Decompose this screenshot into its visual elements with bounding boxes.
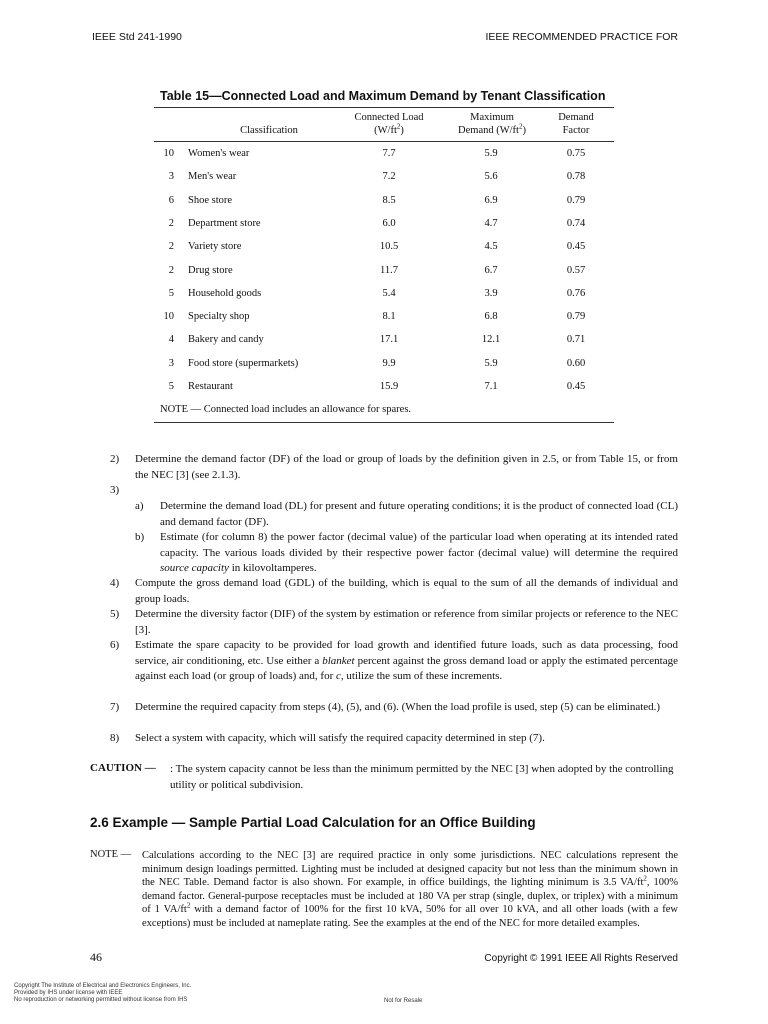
step-2-text: Determine the demand factor (DF) of the load or group of loads by the definition given in 2.5, or from Table 15, or from the NEC [3] (see 2.1.3). — [135, 453, 678, 481]
table-cell-name: Women's wear — [188, 148, 250, 159]
table-cell-connected-load: 7.2 — [382, 171, 396, 183]
step-5-number: 5) — [110, 608, 120, 620]
step-6-emphasis-c: c — [336, 670, 341, 682]
section-note-sup1: 2 — [643, 874, 647, 883]
header-classification: Classification — [240, 125, 298, 136]
table-cell-connected-load: 11.7 — [380, 264, 398, 276]
table-cell-count: 5 — [168, 287, 174, 299]
table-cell-demand-factor: 0.45 — [566, 381, 586, 392]
step-3b-number: b) — [135, 531, 145, 543]
header-maximum-demand-sup: 2 — [518, 122, 523, 131]
table-cell-connected-load: 10.5 — [379, 241, 399, 253]
license-footer — [14, 983, 191, 1004]
table-cell-connected-load: 17.1 — [379, 334, 399, 346]
copyright-notice: Copyright © 1991 IEEE All Rights Reserved — [484, 953, 678, 964]
step-8-text: Select a system with capacity, which will satisfy the required capacity determined in step (7). — [135, 732, 545, 744]
step-8-number: 8) — [110, 732, 120, 744]
step-6-text-post: , utilize the sum of these increments. — [340, 670, 503, 682]
running-header-right: IEEE RECOMMENDED PRACTICE FOR — [485, 31, 678, 43]
header-maximum-demand-line2: Demand (W/ft — [458, 125, 519, 136]
table-row — [154, 288, 614, 311]
table-cell-max-demand: 5.6 — [484, 171, 498, 183]
header-demand-factor-line1: Demand — [558, 112, 594, 123]
table-cell-name: Specialty shop — [188, 311, 250, 323]
section-note-sup2: 2 — [186, 901, 191, 910]
table-cell-connected-load: 8.5 — [382, 194, 396, 206]
step-7-text: Determine the required capacity from steps (4), (5), and (6). (When the load profile is used, step (5) can be eliminated.) — [135, 701, 661, 713]
step-3b-text-pre: Estimate (for column 8) the power factor (decimal value) of the particular load when operating at its intended rated capacity. The various loads divided by their respective power factor (decimal value) will determine the required — [160, 531, 678, 559]
header-maximum-demand — [442, 111, 542, 137]
table-cell-name: Men's wear — [188, 171, 237, 183]
table-row — [154, 311, 614, 334]
step-3-number: 3) — [110, 484, 120, 496]
table-cell-connected-load: 9.9 — [382, 357, 396, 369]
table-cell-demand-factor: 0.57 — [566, 264, 586, 276]
section-note-label: NOTE — — [90, 849, 132, 860]
table-bottom-rule — [154, 422, 614, 423]
table-cell-demand-factor: 0.45 — [566, 241, 586, 253]
step-5-text: Determine the diversity factor (DIF) of the system by estimation or reference from similar projects or reference to the NEC [3]. — [135, 608, 678, 636]
table-row — [154, 265, 614, 288]
table-cell-name: Department store — [188, 217, 261, 229]
header-demand-factor-line2: Factor — [562, 125, 590, 136]
license-line-2: Provided by IHS under license with IEEE — [14, 990, 123, 996]
table-cell-demand-factor: 0.75 — [566, 148, 586, 159]
step-6-emphasis: blanket — [322, 654, 355, 667]
step-3a-text: Determine the demand load (DL) for present and future operating conditions; it is the product of connected load (CL) and demand factor (DF). — [160, 500, 678, 528]
header-connected-load-line2: (W/ft — [374, 125, 397, 136]
step-6-text-mid: percent against the gross demand load or apply the estimated percentage against each load (or group of loads) and, for — [135, 654, 678, 682]
table-cell-demand-factor: 0.71 — [566, 334, 586, 346]
table-cell-max-demand: 12.1 — [481, 334, 501, 346]
table-cell-max-demand: 4.5 — [484, 241, 498, 253]
table-cell-count: 2 — [168, 241, 174, 253]
step-7-number: 7) — [110, 701, 120, 713]
table-row — [154, 381, 614, 404]
step-6-number: 6) — [110, 639, 120, 651]
header-connected-load-line1: Connected Load — [354, 112, 424, 123]
table-cell-count: 3 — [168, 171, 174, 183]
table-cell-max-demand: 5.9 — [484, 148, 498, 159]
table-header-rule — [154, 141, 614, 142]
table-cell-max-demand: 3.9 — [484, 287, 498, 299]
table-cell-max-demand: 5.9 — [484, 357, 498, 369]
table-cell-demand-factor: 0.79 — [566, 311, 586, 323]
section-note-part2: , 100% demand factor. General-purpose receptacles must be included at 180 VA per strap (single, duplex, or triplex) with a minimum of 1 VA/ft — [142, 877, 679, 915]
table-cell-connected-load: 15.9 — [379, 381, 399, 392]
table-row — [154, 334, 614, 357]
license-line-3: No reproduction or networking permitted without license from IHS — [14, 997, 188, 1003]
step-2-number: 2) — [110, 453, 120, 465]
table-cell-connected-load: 8.1 — [382, 311, 396, 323]
table-cell-name: Food store (supermarkets) — [188, 357, 299, 369]
table-cell-max-demand: 6.9 — [484, 194, 498, 206]
table-cell-connected-load: 5.4 — [382, 287, 396, 299]
section-note-part3: with a demand factor of 100% for the first 10 kVA, 50% for all over 10 kVA, and all other loads (with a few exceptions) must be included at nameplate rating. See the examples at the end of the NEC for more detailed examples. — [142, 904, 679, 929]
header-connected-load-sup: 2 — [396, 122, 401, 131]
table-cell-connected-load: 6.0 — [382, 217, 396, 229]
table-cell-count: 10 — [163, 148, 174, 159]
table-row — [154, 358, 614, 381]
table-cell-demand-factor: 0.60 — [566, 357, 586, 369]
section-heading: 2.6 Example — Sample Partial Load Calculation for an Office Building — [90, 815, 536, 830]
table-cell-name: Drug store — [188, 264, 233, 276]
table-row — [154, 195, 614, 218]
table-cell-count: 3 — [168, 357, 174, 369]
table-cell-name: Household goods — [188, 287, 262, 299]
table-cell-demand-factor: 0.76 — [566, 287, 586, 299]
step-3b-text-post: in kilovoltamperes. — [228, 562, 317, 574]
not-for-resale: Not for Resale — [384, 998, 423, 1004]
step-3a-number: a) — [135, 500, 144, 512]
table-cell-count: 2 — [168, 217, 174, 229]
table-row — [154, 241, 614, 264]
table-cell-max-demand: 6.7 — [484, 264, 498, 276]
table-cell-name: Shoe store — [188, 194, 233, 206]
table-row — [154, 171, 614, 194]
table-cell-demand-factor: 0.74 — [566, 217, 586, 229]
table-cell-name: Variety store — [188, 241, 242, 253]
header-demand-factor — [546, 111, 606, 137]
table-cell-count: 5 — [168, 381, 174, 392]
header-maximum-demand-line1: Maximum — [470, 112, 514, 123]
header-connected-load — [344, 111, 434, 137]
table-cell-connected-load: 7.7 — [382, 148, 396, 159]
table-cell-name: Bakery and candy — [188, 334, 264, 346]
caution-text: : The system capacity cannot be less than the minimum permitted by the NEC [3] when adopted by the controlling utility or political subdivision. — [170, 763, 674, 791]
section-note-text — [142, 849, 678, 930]
table-top-rule — [154, 107, 614, 108]
tenant-load-table — [154, 107, 614, 427]
step-4-text: Compute the gross demand load (GDL) of the building, which is equal to the sum of all the demands of individual and group loads. — [135, 577, 678, 605]
running-header-left: IEEE Std 241-1990 — [92, 31, 182, 43]
table-cell-name: Restaurant — [188, 381, 233, 392]
table-row — [154, 148, 614, 171]
caution-label: CAUTION — — [90, 762, 156, 774]
table-cell-max-demand: 4.7 — [484, 217, 498, 229]
header-maximum-demand-paren: ) — [522, 125, 526, 136]
table-cell-demand-factor: 0.79 — [566, 194, 586, 206]
table-cell-max-demand: 6.8 — [484, 311, 498, 323]
step-6-text-pre: Estimate the spare capacity to be provided for load growth and identified future loads, such as data processing, food service, air conditioning, etc. Use either a — [135, 639, 678, 667]
page-number: 46 — [90, 950, 102, 964]
step-4-number: 4) — [110, 577, 120, 589]
step-3b-text — [160, 530, 678, 577]
table-cell-count: 2 — [168, 264, 174, 276]
table-title: Table 15—Connected Load and Maximum Demand by Tenant Classification — [160, 89, 606, 103]
step-6-text — [135, 638, 678, 685]
table-cell-count: 10 — [163, 311, 174, 323]
table-cell-count: 4 — [168, 334, 174, 346]
table-note: NOTE — Connected load includes an allowance for spares. — [160, 404, 412, 415]
section-note-part1: Calculations according to the NEC [3] are required practice in only some jurisdictions. NEC calculations represent the minimum design loadings permitted. Lighting must be included at designed capacity but not less than the minimum shown in the NEC Table. Demand factor is also shown. For example, in office buildings, the lighting minimum is 3.5 VA/ft — [142, 850, 678, 888]
header-connected-load-paren: ) — [400, 125, 404, 136]
table-cell-demand-factor: 0.78 — [566, 171, 586, 183]
table-cell-max-demand: 7.1 — [484, 381, 498, 392]
table-row — [154, 218, 614, 241]
license-line-1: Copyright The Institute of Electrical and Electronics Engineers, Inc. — [14, 983, 192, 989]
table-cell-count: 6 — [168, 194, 174, 206]
step-3b-emphasis: source capacity — [160, 562, 229, 574]
